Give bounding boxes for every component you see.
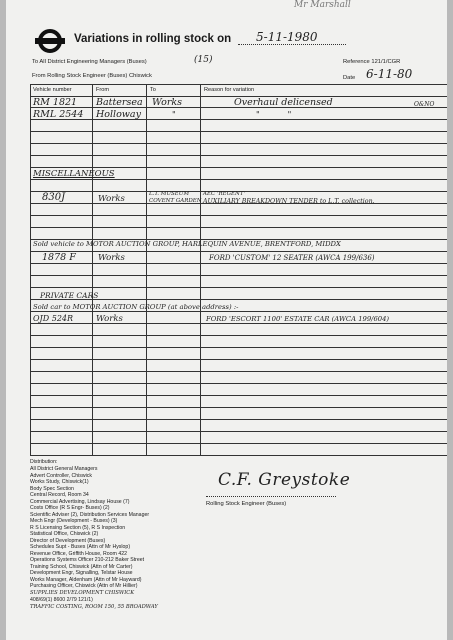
distribution-line: 408/69(1) 8600 2/79 121/1) [30,597,93,603]
misc-from: Works [98,194,125,204]
to-number: (15) [194,55,213,65]
signature-title: Rolling Stock Engineer (Buses) [206,501,287,507]
distribution-line: Development Engr, Signalling, Telstar House [30,570,133,576]
row-1-vehicle: RM 1821 [33,97,78,108]
row-line [30,155,447,156]
row-2-reason: " " [256,110,292,119]
column-header-to: To [150,87,156,93]
row-2-vehicle: RML 2544 [33,109,84,120]
distribution-line: TRAFFIC COSTING, ROOM 150, 55 BROADWAY [30,604,158,610]
misc-heading: MISCELLANEOUS [33,169,115,179]
private-car-number: OJD 524R [33,314,74,323]
distribution-line: Body Spec Section [30,485,74,492]
distribution-line: Director of Development (Buses) [30,537,106,544]
distribution-line: Mech Engr (Development - Buses) (3) [30,518,118,524]
date-value: 6-11-80 [366,67,413,81]
distribution-heading: Distribution: [30,459,58,465]
distribution-line: Advert Controller, Chiswick [30,472,92,479]
distribution-line: Commercial Advertising, Lindsay House (7) [30,498,130,505]
misc-reason-line-1: AEC 'REGENT' [203,191,246,197]
row-line [30,395,447,396]
distribution-line: Works Manager, Aldenham (Attn of Mr Hayward) [30,576,142,583]
private-cars-note: Sold car to MOTOR AUCTION GROUP (at above address) :- [33,303,239,311]
row-line [30,143,447,144]
column-divider-2 [146,84,147,456]
row-line [30,335,447,336]
sold-vehicle-from: Works [98,253,125,263]
distribution-line: SUPPLIES DEVELOPMENT CHISWICK [30,590,135,596]
row-line [30,443,447,444]
row-line [30,215,447,216]
row-line [30,263,447,264]
distribution-line: Costs Office (R S Engr- Buses) (2) [30,505,110,511]
column-header-reason: Reason for variation [204,87,255,93]
row-1-from: Battersea [96,97,143,108]
title-dotted-line [238,44,346,45]
sold-vehicle-number: 1878 F [42,252,76,263]
row-2-from: Holloway [96,109,141,120]
distribution-line: Training School, Chiswick (Attn of Mr Carter) [30,563,133,570]
title-date: 5-11-1980 [256,30,318,44]
distribution-line: Statistical Office, Chiswick (2) [30,531,99,537]
row-line [30,119,447,120]
sold-vehicle-reason: FORD 'CUSTOM' 12 SEATER (AWCA 199/636) [209,254,375,262]
distribution-line: Schedules Supt - Buses (Attn of Mr Hyslop) [30,544,131,550]
row-line [30,323,447,324]
row-line [30,371,447,372]
distribution-line: Works Study, Chiswick(1) [30,479,89,485]
signature: C.F. Greystoke [218,470,351,490]
row-line [30,311,447,312]
row-line [30,407,447,408]
document-sheet [6,0,447,640]
distribution-line: Revenue Office, Griffith House, Room 422 [30,550,127,557]
distribution-line: Purchasing Officer, Chiswick (Attn of Mr Hillier) [30,583,138,589]
sold-vehicle-note: Sold vehicle to MOTOR AUCTION GROUP, HARLEQUIN AVENUE, BRENTFORD, MIDDX [33,240,341,248]
row-line [30,251,447,252]
row-line [30,431,447,432]
row-1-extra: O&NO [414,101,435,108]
private-car-reason: FORD 'ESCORT 1100' ESTATE CAR (AWCA 199/604) [206,315,390,323]
row-line [30,179,447,180]
top-annotation: Mr Marshall [294,0,351,10]
row-line [30,347,447,348]
reference-label: Reference 121/1/CGR [343,59,401,65]
column-header-vehicle: Vehicle number [33,87,72,93]
signature-line [206,496,336,497]
table-left-border [30,84,31,456]
row-line [30,455,447,456]
distribution-line: Scientific Adviser (2), Distribution Services Manager [30,511,150,518]
row-line [30,419,447,420]
row-line [30,359,447,360]
from-line: From Rolling Stock Engineer (Buses) Chiswick [32,73,152,79]
london-transport-roundel-icon [34,28,66,54]
row-line [30,383,447,384]
column-header-from: From [96,87,110,93]
row-line [30,287,447,288]
row-line [30,167,447,168]
distribution-line: Central Record, Room 34 [30,492,89,498]
misc-vehicle: 830J [42,192,66,203]
column-divider-1 [92,84,93,456]
page-title: Variations in rolling stock on [74,33,232,45]
private-car-from: Works [96,314,123,324]
row-1-reason: Overhaul delicensed [234,97,333,108]
to-line: To All District Engineering Managers (Buses) [32,59,147,65]
distribution-line: R S Licensing Section (5), R S Inspection [30,524,126,531]
distribution-line: All District General Managers [30,466,98,472]
row-1-to: Works [152,97,183,108]
row-line [30,131,447,132]
misc-to-line-1: L.T. MUSEUM [149,191,190,197]
private-cars-heading: PRIVATE CARS [40,291,99,300]
misc-reason-line-2: AUXILIARY BREAKDOWN TENDER to L.T. collection. [203,198,375,205]
column-divider-3 [200,84,201,456]
row-line [30,227,447,228]
date-label: Date [343,75,356,81]
misc-to-line-2: COVENT GARDEN [149,198,202,204]
row-line [30,275,447,276]
row-2-to: " [172,110,176,119]
distribution-line: Operations Systems Officer 210-212 Baker Street [30,557,145,563]
